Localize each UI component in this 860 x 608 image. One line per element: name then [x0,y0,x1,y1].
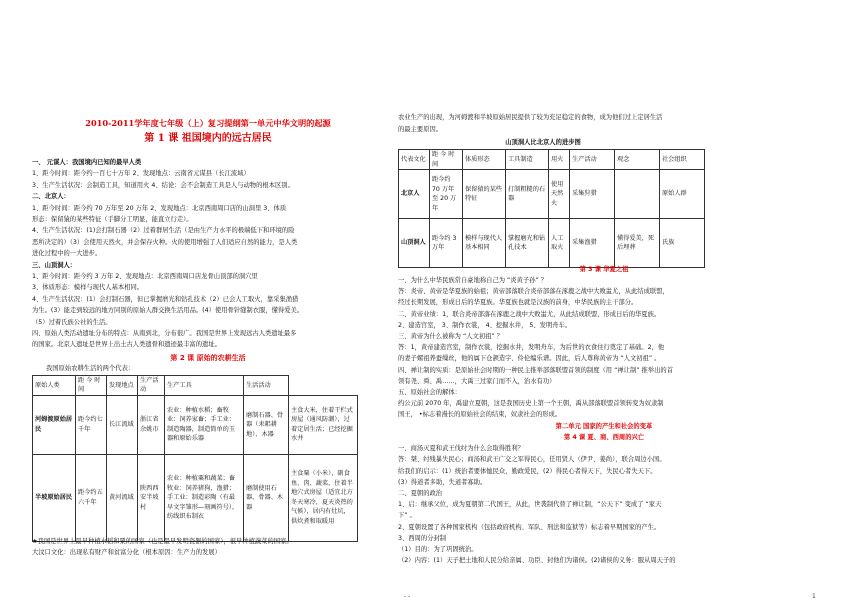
table-cell: 农业：种植粟和蔬菜；畜牧业：饲养猪狗，渔猎；手工业：制造彩陶（有最早文字雏形—刻画符号），纺线织布制衣 [165,454,244,541]
text-line: 进化过程中的一大进步。 [32,250,102,258]
table-cell: 采集渔猎 [570,219,615,268]
table-header-cell: 生产活动 [570,150,615,170]
text-line: 二、北京人： [32,193,70,201]
table-cell: 磨制石器、骨器（耒耜耕地）、木器 [244,395,289,454]
text-line: 1、距今时间：距今约一百七十万年 2、发现地点：云南省元谋县（长江流域） [32,170,250,178]
text-line: 1、距今时间：距今约 70 万年至 20 万年 2、发现地点：北京西南周口店的山洞里 3、体质 [32,204,287,212]
compare-table-title: 山顶洞人比北京人的进步图 [505,139,581,146]
table-header-cell: 距 今 时 间 [76,375,107,395]
text-line: 三、山顶洞人： [32,261,77,269]
table-cell: 农业：种植水稻；畜牧业：饲养家畜；手工业：制造陶器，制造简单的玉器和原始乐器 [165,395,244,454]
text-line: 答：1，黄帝建造宫室，制作衣裳，挖掘水井，发明舟车，为后世的衣食住行奠定了基础。2，他 [398,344,665,352]
text-line: 农业生产的出现，为河姆渡和半坡原始居民提供了较为充足稳定的食物，成为他们过上定居生活 [398,114,663,121]
table-cell: 距今约 70 万年至 20 万年 [430,170,463,219]
table-row [33,395,358,454]
table-cell [615,170,660,219]
table-header-cell: 距 今 时 间 [430,150,463,170]
table-cell: 主食大米，住着干栏式房屋（通风防潮），过着定居生活；已经挖掘水井 [289,395,358,454]
text-line: 答：桀、纣残暴失民心；商汤和武王广交之军得民心，任用贤人（伊尹、姜尚），联合周边小国。 [398,456,666,464]
text-line: 一、商汤灭夏和武王伐纣为什么会取得胜利？ [398,445,524,453]
table-cell: 打制粗糙的石器 [506,170,549,219]
table-row [33,454,358,541]
text-line: 二、黄帝业绩：1，联合炎帝部落在涿鹿之战中大败蚩尤，从此结成联盟，形成日后的华夏族。 [398,310,661,318]
table-header-cell: 体质形态 [463,150,506,170]
text-line: 二、夏朝的政治 [398,489,443,497]
text-line: 3、体质形态：模样与现代人基本相同。 [32,284,144,292]
text-line: （2）内容：(1）天子把土地和人民分给亲属、功臣、封他们为诸侯。(2)诸侯的义务：服从周天子的 [398,557,676,565]
table-cell: 模样与现代人基本相同 [463,219,506,268]
text-line: ★我国是世界上最早种植水稻和粟的国家（也是最早发明瓷器的国家），很早种植蔬菜的国家。 [32,537,293,545]
table-cell: 主食粟（小米），副食鱼、肉、蔬菜，住着半地穴式房屋（适宜北方冬天寒冷，夏天炎热的气候），居内有灶坑，供炊煮和取暖用 [289,454,358,541]
table-header-cell: 发现地点 [107,375,138,395]
table-row [399,170,705,219]
unit-2-heading: 第二单元 国家的产生和社会的变革 [555,422,653,430]
table-cell: 北京人 [399,170,430,219]
table-header-cell: 代表文化 [399,150,430,170]
table-cell: 长江流域 [107,395,138,454]
table-header-cell: 观念 [615,150,660,170]
text-line: 1、距今时间：距今约 3 万年 2、发现地点：北京西南周口店龙骨山顶部的洞穴里 [32,273,258,280]
text-line: 一、为什么中华民族常自豪地称自己为 “炎黄子孙” ？ [398,277,548,284]
text-line: 约公元前 2070 年，禹建立夏朝，这是我国历史上第一个王朝，禹从部落联盟首领转变为奴隶制 [398,400,664,408]
text-line: （1）目的：为了巩固统治。 [398,545,478,553]
table-cell: 采集狩猎 [570,170,615,219]
page-title: 2010-2011学年度七年级（上）复习提纲第一单元中华文明的起源 [85,118,331,128]
table-cell: 使用天然火 [549,170,570,219]
table-cell: 懂得爱美，死后埋葬 [615,219,660,268]
table-cell: 半坡原始居民 [33,454,76,541]
table-header-cell: 用火 [549,150,570,170]
table-cell: 人工取火 [549,219,570,268]
text-line: 四、原始人类活动遗址分布的特点：从南到北，分布很广。我国是世界上发现远古人类遗址最多 [32,330,297,337]
table-cell: 距今约七千年 [76,395,107,454]
text-line: 三、黄帝为什么被称为 “人文初祖” ？ [398,333,503,340]
text-line: 大汶口文化：出现私有财产和贫富分化（根本原因：生产力的发展） [32,548,221,556]
text-line: 2、夏朝设置了各种国家机构（包括政府机构、军队、刑法和监狱等）标志着早期国家的产生。 [398,523,661,531]
table-header-cell: 生产活动 [138,375,165,395]
table-cell: 河姆渡原始居民 [33,395,76,454]
table-cell: 距今约 3 万年 [430,219,463,268]
lesson-1-heading: 第 1 课 祖国境内的远古居民 [144,133,272,144]
table-row [399,219,705,268]
text-line: 的国家。北京人遗址是世界上出土古人类遗骨和遗迹最丰富的遗址。 [32,341,221,349]
text-line: 下” 。 [398,512,416,520]
table-cell: 氏族 [660,219,705,268]
text-line: 给我们的启示：(1）统治者要体恤民众，勤政爱民，(2）得民心者得天下，失民心者失天下。 [398,467,657,475]
table-header-cell: 工具制造 [506,150,549,170]
text-line: (3）得道者多助，失道者寡助。 [398,478,487,486]
table-cell: 原始人群 [660,170,705,219]
text-line: 的最主要原因。 [398,126,443,133]
text-line: 4、生产生活状况：(1)会打制石器（2）过着群居生活（是由生产力水平的极端低下和环境的险 [32,227,295,235]
table-cell: 黄河流域 [107,454,138,541]
table-header-cell: 生产工具 [165,375,244,395]
lesson-4-heading: 第 4 课 夏、商、西周的兴亡 [563,433,645,441]
table-cell: 山顶洞人 [399,219,430,268]
table-cell: 距今约五六千年 [76,454,107,541]
text-line: 五、原始社会的解体： [398,389,461,396]
text-line: 3、西周的分封制 [398,534,447,542]
table-cell: 磨制使用石器、骨器、木器 [244,454,289,541]
text-line: 经过长期发展，形成日后的华夏族。华夏族也就是汉族的前身，中华民族的主干部分。 [398,299,638,307]
text-line: 3、生产生活状况：会制造工具，知道用火 4、结论：会不会制造工具是人与动物的根本区别。 [32,181,294,189]
footer-page-number: 1 [812,593,816,600]
lesson-3-heading: 第 3 课 华夏之祖 [579,266,629,273]
text-line: 1、启：继承父位，成为夏朝第二代国王，从此，世袭制代替了禅让制，“公天下” 变成了 “家天 [398,501,662,509]
farming-table [32,375,358,542]
table-header-cell: 原始人类 [33,375,76,395]
table-header-cell: 生活活动 [244,375,289,395]
text-line: 2、建造宫室， 3、制作衣裳， 4、挖掘水井， 5、发明舟车。 [398,321,572,329]
text-line: 4、生产生活状况：(1）会打制石器，但已掌握磨光和钻孔技术（2）已会人工取火，靠采集渔猎 [32,295,299,303]
lesson-2-heading: 第 2 课 原始的农耕生活 [170,353,246,362]
table-cell: 掌握磨光和钻孔技术 [506,219,549,268]
table-header-cell: 社会组织 [660,150,705,170]
text-line: （5）过着氏族公社的生活。 [32,318,112,326]
table-cell: 浙江省余姚市 [138,395,165,454]
text-line: 恶所决定的）（3）会使用天然火，并会保存火种。火的使用增强了人们适应自然的能力，是人类 [32,238,298,246]
text-line: 形态：保留猿的某些特征（手脚分工明显，能直立行走）。 [32,216,193,223]
footer-page-marker: - - [404,593,411,600]
text-line: 的妻子嫘祖养蚕缫丝，他的属下仓颉造字、伶伦编乐谱。因此，后人尊称黄帝为 “人文初祖” 。 [398,355,661,363]
table-cell: 陕西西安半坡村 [138,454,165,541]
compare-table [398,149,705,268]
text-line: 为生。(3）能走到较远的地方同别的原始人群交换生活用品。(4）使用骨针缝制衣服，懂得爱美。 [32,307,304,315]
text-line: 四、禅让制的实质：是原始社会时期的一种民主推举部落联盟首领的制度（用 “禅让制” 推举出的首 [398,366,673,374]
text-line: 领有尧、舜、禹……，大禹三过家门而不入，治水有功） [398,377,556,385]
lesson-2-intro: 我国原始农耕生活的两个代表： [46,364,135,372]
text-line: 一、 元谋人：我国境内已知的最早人类 [32,159,142,166]
text-line: 答：炎帝、黄帝是华夏族的始祖；黄帝部落联合炎帝部落在涿鹿之战中大败蚩尤，从此结成联盟， [398,288,669,296]
table-cell: 保留猿的某些特征 [463,170,506,219]
text-line: 国王， •标志着漫长的原始社会的结束，奴隶社会的形成。 [398,411,562,419]
